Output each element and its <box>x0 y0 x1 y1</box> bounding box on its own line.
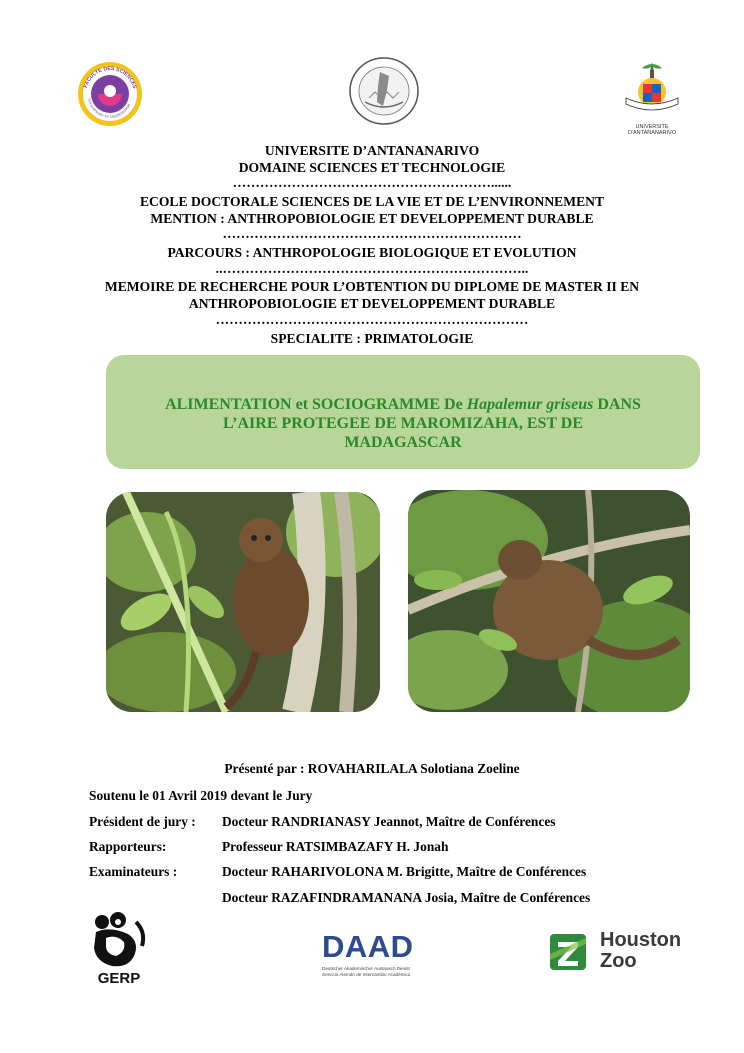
lemur-photo-left <box>106 492 380 712</box>
houston-label: Houston <box>600 929 682 951</box>
houston-zoo-emblem <box>550 934 590 974</box>
separator-2: ………………………………………………………… <box>222 226 522 241</box>
jury-member-president: Docteur RANDRIANASY Jeannot, Maître de Conférences <box>222 814 556 829</box>
author-name: ROVAHARILALA Solotiana Zoeline <box>307 761 520 776</box>
presented-by <box>0 761 744 777</box>
thesis-title-line-1 <box>106 395 700 414</box>
species-name: Hapalemur griseus <box>466 396 594 413</box>
daad-subtitle-1: Deutscher Akademischer Austausch Dienst <box>322 966 410 971</box>
houston-zoo-logo <box>550 930 700 974</box>
thesis-title-box <box>106 355 700 469</box>
mention: MENTION : ANTHROPOBIOLOGIE ET DEVELOPPEMENT DURABLE <box>150 211 594 226</box>
gerp-label: GERP <box>97 970 141 987</box>
separator-3: ..………………………………………………………….. <box>215 261 529 276</box>
defense-date: Soutenu le 01 Avril 2019 devant le Jury <box>89 788 313 803</box>
gerp-logo <box>88 912 150 988</box>
jury-member-examinateur-1: Docteur RAHARIVOLONA M. Brigitte, Maître de Conférences <box>222 864 587 879</box>
daad-subtitle-2: Servicio Alemán de Intercambio Académico <box>322 972 411 977</box>
thesis-title-line-3: MADAGASCAR <box>344 434 462 451</box>
title-part-2: DANS <box>593 396 641 413</box>
jury-member-examinateur-2: Docteur RAZAFINDRAMANANA Josia, Maître de Conférences <box>222 890 591 905</box>
faculty-of-sciences-logo <box>76 60 144 128</box>
specialite: SPECIALITE : PRIMATOLOGIE <box>270 331 474 346</box>
zoo-label: Zoo <box>600 950 637 972</box>
university-logo-caption: UNIVERSITE D'ANTANANARIVO <box>627 124 676 136</box>
memoire-line-1: MEMOIRE DE RECHERCHE POUR L’OBTENTION DU DIPLOME DE MASTER II EN <box>104 279 640 294</box>
jury-member-rapporteur: Professeur RATSIMBAZAFY H. Jonah <box>222 839 449 854</box>
jury-role-president: Président de jury : <box>89 814 196 829</box>
daad-wordmark: DAAD <box>322 929 414 964</box>
domain-name: DOMAINE SCIENCES ET TECHNOLOGIE <box>238 160 506 175</box>
separator-4: …………………………………………………………… <box>215 312 529 327</box>
domain-seal-logo <box>347 56 421 126</box>
parcours: PARCOURS : ANTHROPOLOGIE BIOLOGIQUE ET EVOLUTION <box>167 245 577 260</box>
lemur-photo-right <box>408 490 690 712</box>
presented-by-label: Présenté par : <box>224 761 308 776</box>
university-antananarivo-logo <box>612 58 692 136</box>
jury-role-examinateurs: Examinateurs : <box>89 864 178 879</box>
memoire-line-2: ANTHROPOBIOLOGIE ET DEVELOPPEMENT DURABLE <box>188 296 556 311</box>
jury-role-rapporteurs: Rapporteurs: <box>89 839 167 854</box>
separator-1: …………………………………………………...... <box>232 175 512 190</box>
doctoral-school: ECOLE DOCTORALE SCIENCES DE LA VIE ET DE L’ENVIRONNEMENT <box>139 194 605 209</box>
title-part-1: ALIMENTATION et SOCIOGRAMME De <box>165 396 467 413</box>
thesis-title <box>106 395 700 452</box>
houston-zoo-wordmark <box>600 930 681 972</box>
faculty-ring-text: FACULTE DES SCIENCES <box>82 65 138 90</box>
daad-logo <box>322 930 418 986</box>
faculty-ring-text-bottom: SOLIA APRORY NY FANDROSOANA <box>87 98 132 120</box>
university-name: UNIVERSITE D’ANTANANARIVO <box>264 143 480 158</box>
thesis-title-line-2: L’AIRE PROTEGEE DE MAROMIZAHA, EST DE <box>222 415 584 432</box>
